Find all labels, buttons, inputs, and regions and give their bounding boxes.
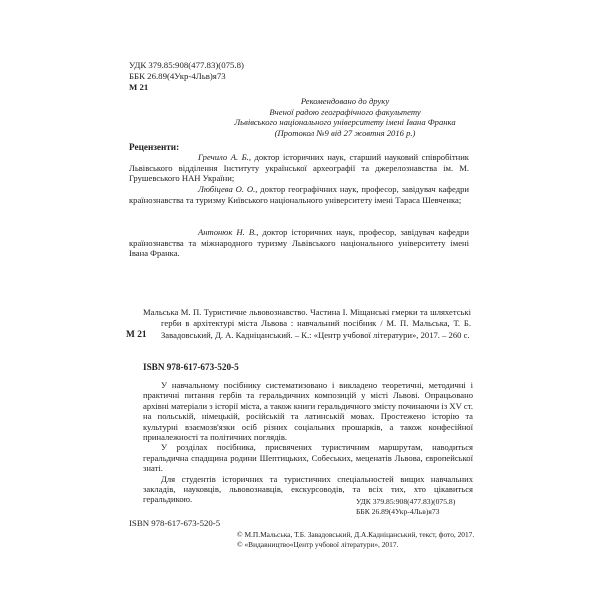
copyright-authors: © М.П.Мальська, Т.Б. Завадовський, Д.А.Кадніцанський, текст, фото, 2017. bbox=[237, 530, 475, 539]
recommendation-line-1: Рекомендовано до друку bbox=[300, 96, 390, 106]
recommendation-block bbox=[180, 96, 510, 138]
reviewer-2-name: Любіцева О. О., bbox=[198, 184, 258, 194]
annotation bbox=[143, 380, 473, 505]
classification-codes-top bbox=[129, 60, 244, 93]
isbn-main: ISBN 978-617-673-520-5 bbox=[143, 362, 239, 372]
bbk-code-bottom: ББК 26.89(4Укр-4Льв)я73 bbox=[356, 506, 440, 516]
reviewer-3-name: Антонюк Н. В., bbox=[198, 227, 259, 237]
reviewer-2 bbox=[129, 184, 469, 205]
catalog-card-code: М 21 bbox=[126, 330, 147, 340]
udk-code-bottom: УДК 379.85:908(477.83)(075.8) bbox=[356, 497, 456, 506]
annotation-paragraph-2: У розділах посібника, присвячених туристичним маршрутам, наводиться геральдична спадщина родини Шептицьких, Собеських, меценатів Львова, європейської знаті. bbox=[143, 442, 473, 474]
annotation-paragraph-1: У навчальному посібнику систематизовано і викладено теоретичні, методичні і практичні питання гербів та геральдичних композицій у місті Львові. Опрацьовано архівні матеріали з історії міста, а також книги геральдичного змісту починаючи із XV ст. на польській, німецькій, російській та латинській мовах. Простежено історію та культурні взаємозв'язки осіб різних соціальних прошарків, а також конфесійної приналежності та політичних поглядів. bbox=[143, 380, 473, 443]
copyright-block bbox=[237, 530, 474, 549]
reviewers-heading: Рецензенти: bbox=[129, 142, 180, 152]
catalog-card-description: Мальська М. П. Туристичне львовознавство. Частина І. Міщанські гмерки та шляхетські герби в архітектурі міста Львова : навчальний посібник / М. П. Мальська, Т. Б. Завадовський, Д. А. Кадніцанський. – К.: «Центр учбової літератури», 2017. – 260 с. bbox=[143, 307, 471, 340]
reviewer-2-credentials: доктор географічних наук, професор, завідувач кафедри країнознавства та туризму Київського національного університету імені Тараса Шевченка; bbox=[129, 184, 469, 205]
classification-codes-bottom bbox=[356, 497, 455, 516]
reviewer-3-credentials: доктор історичних наук, професор, завідувач кафедри країнознавства та міжнародного туризму Львівського національного університету імені Івана Франка. bbox=[129, 227, 469, 259]
bbk-code: ББК 26.89(4Укр-4Льв)я73 bbox=[129, 71, 226, 81]
reviewer-3 bbox=[129, 227, 469, 259]
isbn-bottom: ISBN 978-617-673-520-5 bbox=[129, 518, 221, 528]
copyright-publisher: © «Видавництво«Центр учбової літератури», 2017. bbox=[237, 539, 399, 549]
recommendation-line-4: (Протокол №9 від 27 жовтня 2016 р.) bbox=[274, 127, 416, 138]
reviewer-1 bbox=[129, 152, 469, 184]
udk-code: УДК 379.85:908(477.83)(075.8) bbox=[129, 60, 244, 70]
annotation-paragraph-3: Для студентів історичних та туристичних спеціальностей вищих навчальних закладів, науковців, львовознавців, екскурсоводів, та всіх тих, хто цікавиться геральдикою. bbox=[143, 473, 473, 505]
recommendation-line-2: Вченої радою географічного факультету bbox=[269, 106, 421, 117]
reviewer-1-credentials: доктор історичних наук, старший науковий співробітник Львівського відділення Інституту української археографії та джерелознавства ім. М. Грушевського НАН України; bbox=[129, 152, 469, 184]
reviewer-1-name: Гречило А. Б., bbox=[198, 152, 251, 162]
recommendation-line-3: Львівського національного університету імені Івана Франка bbox=[234, 117, 456, 128]
author-mark: М 21 bbox=[129, 82, 149, 92]
